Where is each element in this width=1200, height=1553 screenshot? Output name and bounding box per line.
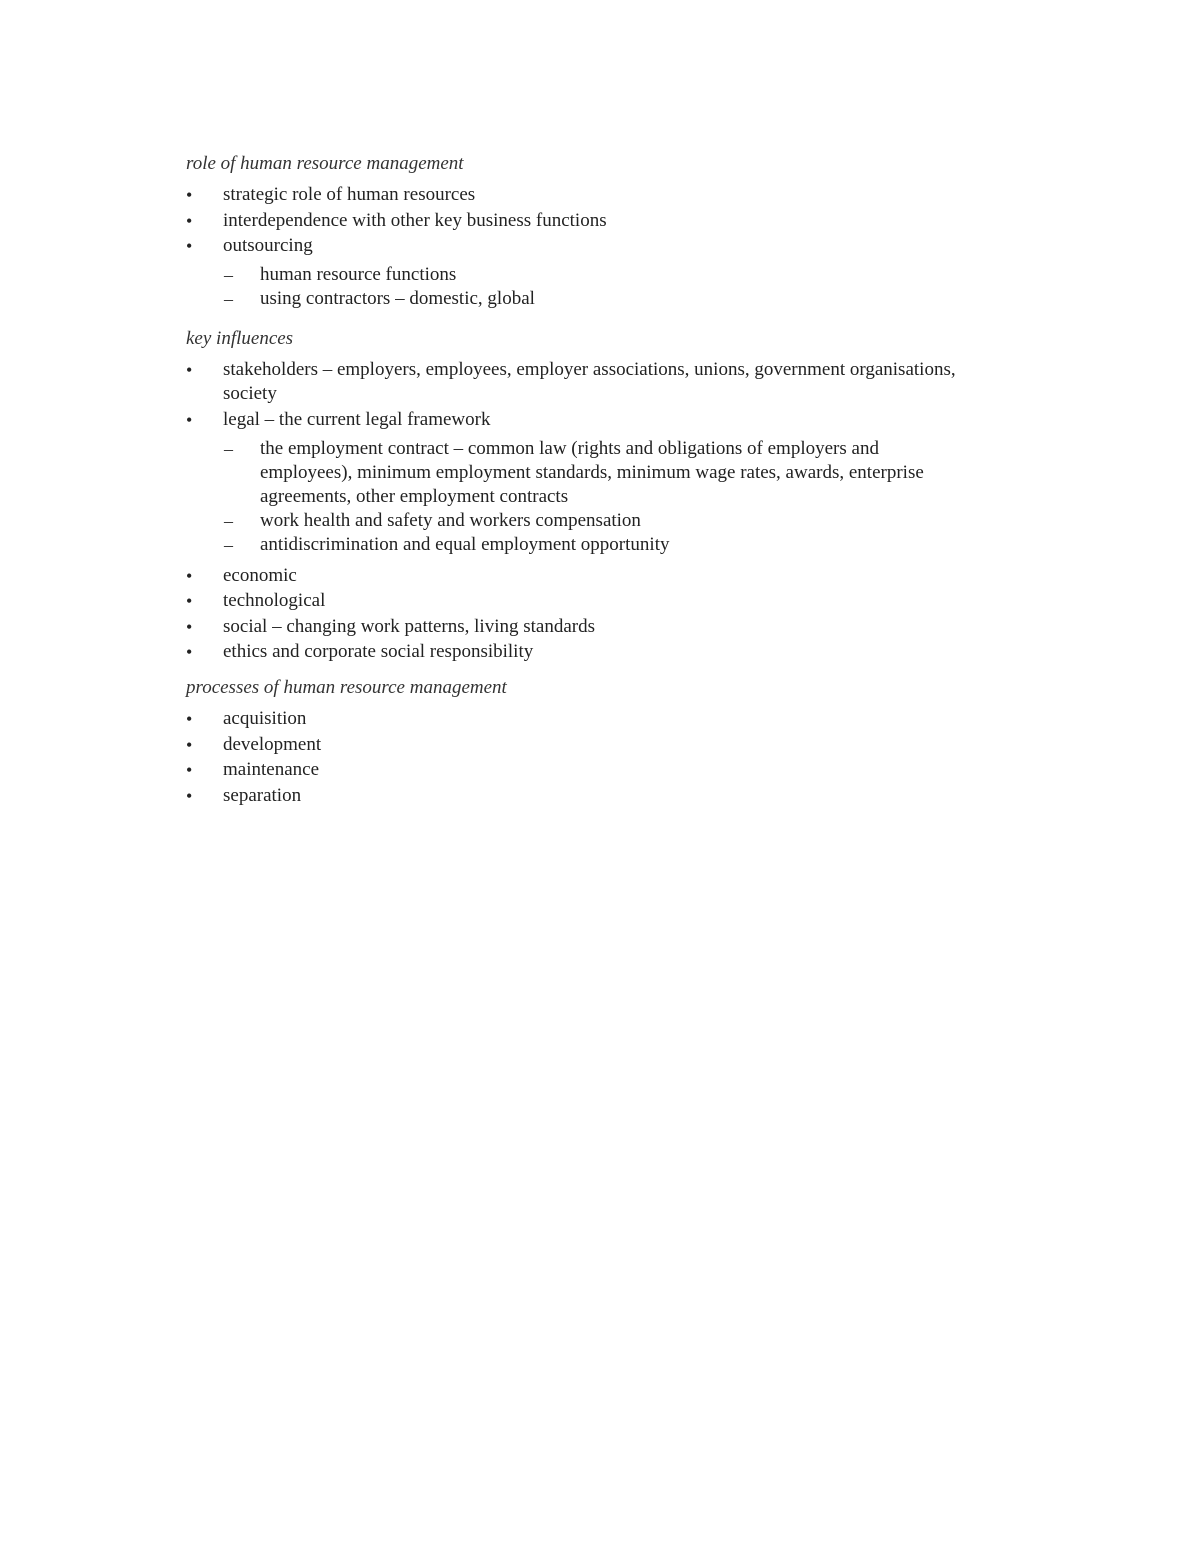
sublist-item [223,533,966,557]
list-item-text: stakeholders – employers, employees, employer associations, unions, government organisations, society [223,359,956,404]
list-item-text: maintenance [223,759,320,780]
list-item [186,784,966,808]
bullet-marker: • [186,734,193,755]
bullet-marker: • [186,210,193,231]
list-item-text: economic [223,564,297,586]
list-item [186,733,966,757]
dash-marker: – [224,289,233,309]
list-item-text: technological [223,590,326,611]
sublist-item [223,287,966,311]
list-item-text: interdependence with other key business functions [223,209,607,231]
bullet-marker: • [186,409,193,430]
sublist-item-text: the employment contract – common law (rights and obligations of employers and employees), minimum employment standards, minimum wage rates, awards, enterprise agreements, other employment contracts [260,437,924,507]
list-item [186,589,966,613]
bullet-marker: • [186,709,193,729]
section-heading: key influences [186,328,294,349]
dash-marker: – [224,534,233,555]
bullet-marker: • [186,591,193,611]
list-item [186,209,966,233]
dash-marker: – [224,510,233,531]
bullet-marker: • [186,642,193,662]
section-heading: role of human resource management [186,153,464,174]
dash-marker: – [224,438,233,459]
list-item [186,707,966,731]
sublist-item-text: work health and safety and workers compensation [260,509,641,531]
bullet-marker: • [186,360,193,380]
section-processes-of-hrm [186,676,966,808]
dash-sublist [223,437,966,557]
list-item [186,564,966,588]
section-heading: processes of human resource management [186,677,507,698]
list-item [186,183,966,207]
list-item-text: separation [223,784,302,806]
sublist-item-text: using contractors – domestic, global [260,288,535,309]
list-item [186,640,966,664]
dash-sublist [223,263,966,311]
list-item-text: ethics and corporate social responsibility [223,641,534,662]
sublist-item-text: human resource functions [260,264,457,285]
bullet-marker: • [186,616,193,637]
dash-marker: – [224,265,233,285]
bullet-marker: • [186,785,193,806]
list-item [186,234,966,311]
list-item [186,758,966,782]
list-item-text: strategic role of human resources [223,184,476,205]
sublist-item [223,437,966,509]
sublist-item [223,509,966,533]
list-item-text: social – changing work patterns, living standards [223,615,596,637]
syllabus-content [186,152,966,808]
list-item-text: acquisition [223,708,307,729]
bullet-marker: • [186,185,193,205]
list-item [186,408,966,557]
bullet-list [186,707,966,808]
bullet-marker: • [186,760,193,780]
section-key-influences [186,327,966,664]
section-role-of-hrm [186,152,966,311]
bullet-list [186,183,966,311]
bullet-list [186,358,966,664]
list-item [186,615,966,639]
bullet-marker: • [186,236,193,256]
sublist-item-text: antidiscrimination and equal employment opportunity [260,533,670,555]
sublist-item [223,263,966,287]
list-item-text: development [223,733,322,755]
list-item [186,358,966,406]
bullet-marker: • [186,565,193,586]
list-item-text: legal – the current legal framework [223,408,491,430]
list-item-text: outsourcing [223,235,313,256]
